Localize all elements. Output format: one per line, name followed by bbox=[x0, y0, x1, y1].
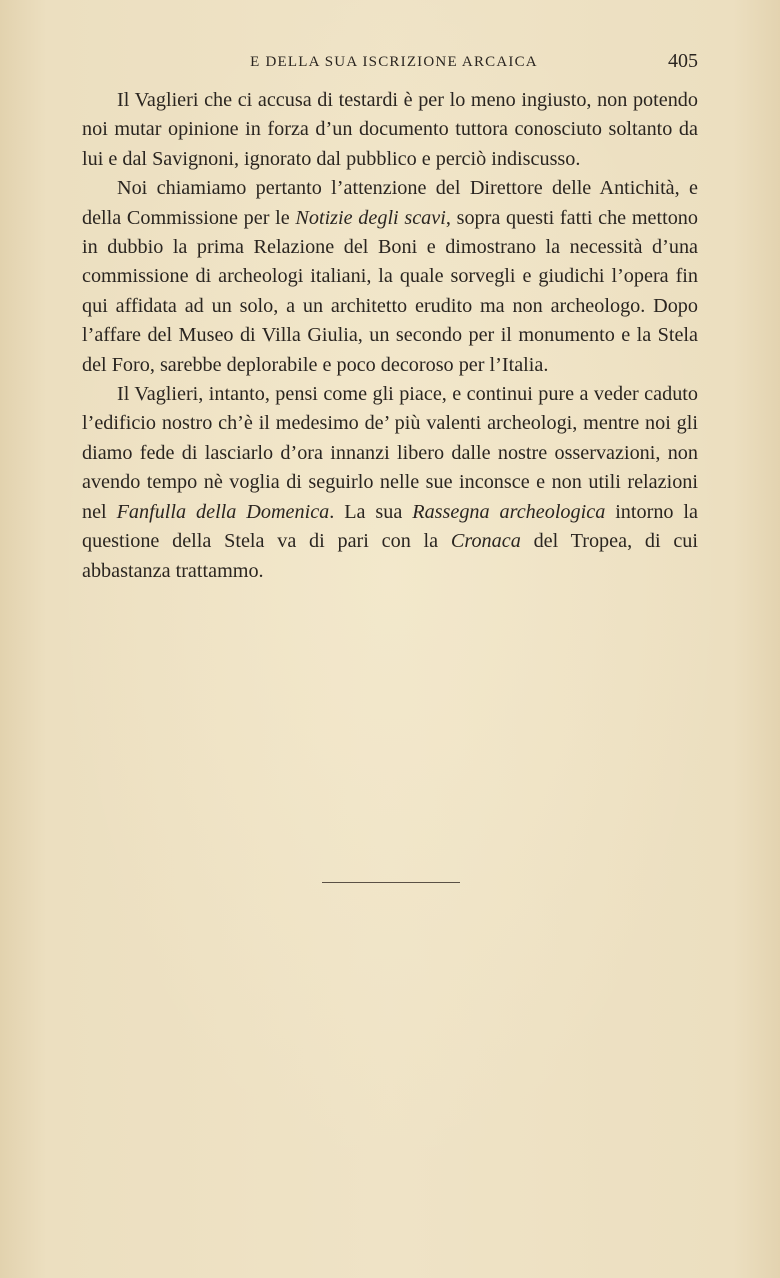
paragraph bbox=[82, 380, 698, 586]
text-run: , sopra questi fatti che mettono in dubbio la prima Relazione del Boni e dimostrano la necessità d’una commissione di archeologi italiani, la quale sorvegli e giudichi l’opera fin qui affidata ad un solo, a un architetto erudito ma non archeologo. Dopo l’affare del Museo di Villa Giulia, un secondo per il monumento e la Stela del Foro, sarebbe deplorabile e poco decoroso per l’Italia. bbox=[82, 206, 698, 376]
paragraph bbox=[82, 86, 698, 174]
text-run: del Tropea, di cui abbastanza trattammo. bbox=[82, 530, 698, 582]
page-number: 405 bbox=[668, 50, 698, 72]
italic-title: Fanfulla della Domenica bbox=[116, 500, 330, 523]
running-head: E DELLA SUA ISCRIZIONE ARCAICA bbox=[250, 54, 538, 70]
italic-title: Cronaca bbox=[450, 530, 521, 553]
section-divider-rule bbox=[322, 882, 460, 883]
text-run: Il Vaglieri che ci accusa di testardi è per lo meno ingiusto, non potendo noi mutar opinione in forza d’un documento tuttora conosciuto soltanto da lui e dal Savignoni, ignorato dal pubblico e perciò indiscusso. bbox=[82, 89, 698, 170]
text-run: Noi chiamiamo pertanto l’attenzione del Direttore delle Antichità, e della Commissione per le bbox=[82, 177, 698, 229]
italic-title: Notizie degli scavi bbox=[295, 206, 446, 229]
italic-title: Rassegna archeologica bbox=[412, 500, 606, 523]
page-header bbox=[82, 50, 698, 78]
text-run: Il Vaglieri, intanto, pensi come gli piace, e continui pure a veder caduto l’edificio nostro ch’è il medesimo de’ più valenti archeologi, mentre noi gli diamo fede di lasciarlo d’ora innanzi libero dalle nostre osservazioni, non avendo tempo nè voglia di seguirlo nelle sue inconsce e non utili relazioni nel bbox=[82, 383, 698, 523]
text-run: . La sua bbox=[329, 500, 413, 523]
text-run: intorno la questione della Stela va di pari con la bbox=[82, 500, 698, 553]
body-text bbox=[82, 86, 698, 586]
paragraph bbox=[82, 174, 698, 380]
